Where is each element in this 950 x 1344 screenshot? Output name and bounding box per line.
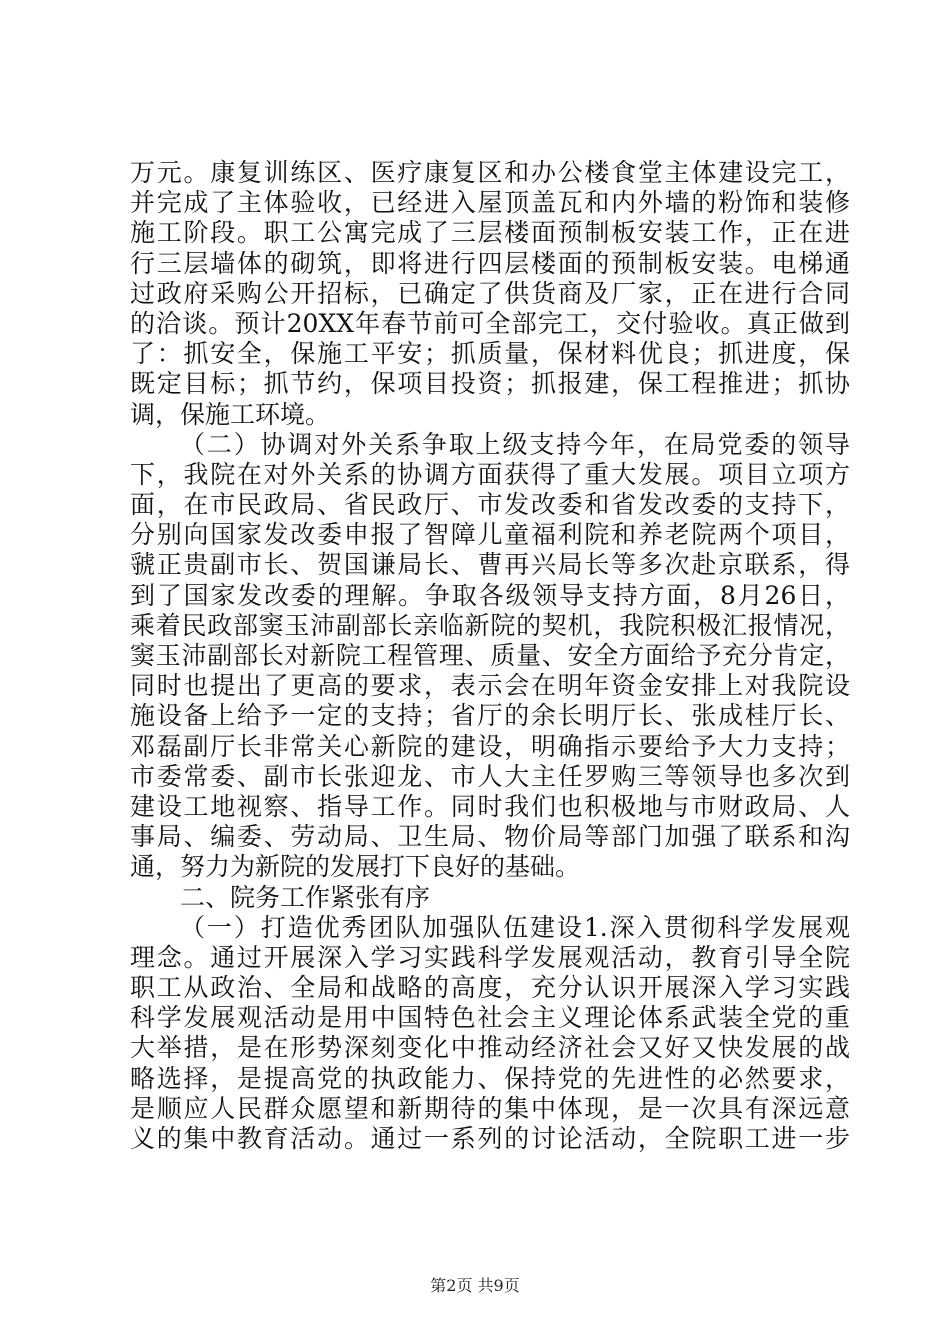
text-line: 职工从政治、全局和战略的高度，充分认识开展深入学习实践 xyxy=(130,973,850,1003)
text-line: 义的集中教育活动。通过一系列的讨论活动，全院职工进一步 xyxy=(130,1124,850,1153)
text-line: 并完成了主体验收，已经进入屋顶盖瓦和内外墙的粉饰和装修 xyxy=(130,188,850,218)
text-line: 的洽谈。预计20XX年春节前可全部完工，交付验收。真正做到 xyxy=(130,308,850,338)
text-line: 分别向国家发改委申报了智障儿童福利院和养老院两个项目， xyxy=(130,520,850,550)
text-line: 虢正贵副市长、贺国谦局长、曹再兴局长等多次赴京联系，得 xyxy=(130,550,850,580)
document-body xyxy=(130,158,850,1154)
text-line: 面，在市民政局、省民政厅、市发改委和省发改委的支持下， xyxy=(130,490,850,520)
text-line: 通，努力为新院的发展打下良好的基础。 xyxy=(130,852,581,882)
text-line: 邓磊副厅长非常关心新院的建设，明确指示要给予大力支持； xyxy=(130,731,850,761)
text-line: （一）打造优秀团队加强队伍建设1.深入贯彻科学发展观 xyxy=(180,912,850,942)
text-line: 过政府采购公开招标，已确定了供货商及厂家，正在进行合同 xyxy=(130,278,850,308)
text-line: （二）协调对外关系争取上级支持今年，在局党委的领导 xyxy=(180,429,850,459)
text-line: 科学发展观活动是用中国特色社会主义理论体系武装全党的重 xyxy=(130,1003,850,1033)
text-line: 大举措，是在形势深刻变化中推动经济社会又好又快发展的战 xyxy=(130,1033,850,1063)
text-line: 是顺应人民群众愿望和新期待的集中体现，是一次具有深远意 xyxy=(130,1093,850,1123)
text-line: 略选择，是提高党的执政能力、保持党的先进性的必然要求， xyxy=(130,1063,850,1093)
text-line: 施工阶段。职工公寓完成了三层楼面预制板安装工作，正在进 xyxy=(130,218,850,248)
page-footer xyxy=(0,1276,950,1296)
text-line: 乘着民政部窦玉沛副部长亲临新院的契机，我院积极汇报情况， xyxy=(130,610,850,640)
text-line: 建设工地视察、指导工作。同时我们也积极地与市财政局、人 xyxy=(130,791,850,821)
page-number: 第2页 共9页 xyxy=(430,1276,520,1295)
text-line: 二、院务工作紧张有序 xyxy=(180,882,431,912)
text-line: 了：抓安全，保施工平安；抓质量，保材料优良；抓进度，保 xyxy=(130,339,850,369)
text-line: 到了国家发改委的理解。争取各级领导支持方面，8月26日， xyxy=(130,580,850,610)
text-line: 调，保施工环境。 xyxy=(130,399,331,429)
text-line: 万元。康复训练区、医疗康复区和办公楼食堂主体建设完工， xyxy=(130,158,850,187)
text-line: 市委常委、副市长张迎龙、市人大主任罗购三等领导也多次到 xyxy=(130,761,850,791)
text-line: 下，我院在对外关系的协调方面获得了重大发展。项目立项方 xyxy=(130,459,850,489)
text-line: 行三层墙体的砌筑，即将进行四层楼面的预制板安装。电梯通 xyxy=(130,248,850,278)
text-line: 窦玉沛副部长对新院工程管理、质量、安全方面给予充分肯定， xyxy=(130,641,850,670)
text-line: 施设备上给予一定的支持；省厅的余长明厅长、张成桂厅长、 xyxy=(130,701,850,731)
text-line: 同时也提出了更高的要求，表示会在明年资金安排上对我院设 xyxy=(130,671,850,701)
text-line: 既定目标；抓节约，保项目投资；抓报建，保工程推进；抓协 xyxy=(130,369,850,399)
text-line: 事局、编委、劳动局、卫生局、物价局等部门加强了联系和沟 xyxy=(130,822,850,852)
text-line: 理念。通过开展深入学习实践科学发展观活动，教育引导全院 xyxy=(130,942,850,972)
